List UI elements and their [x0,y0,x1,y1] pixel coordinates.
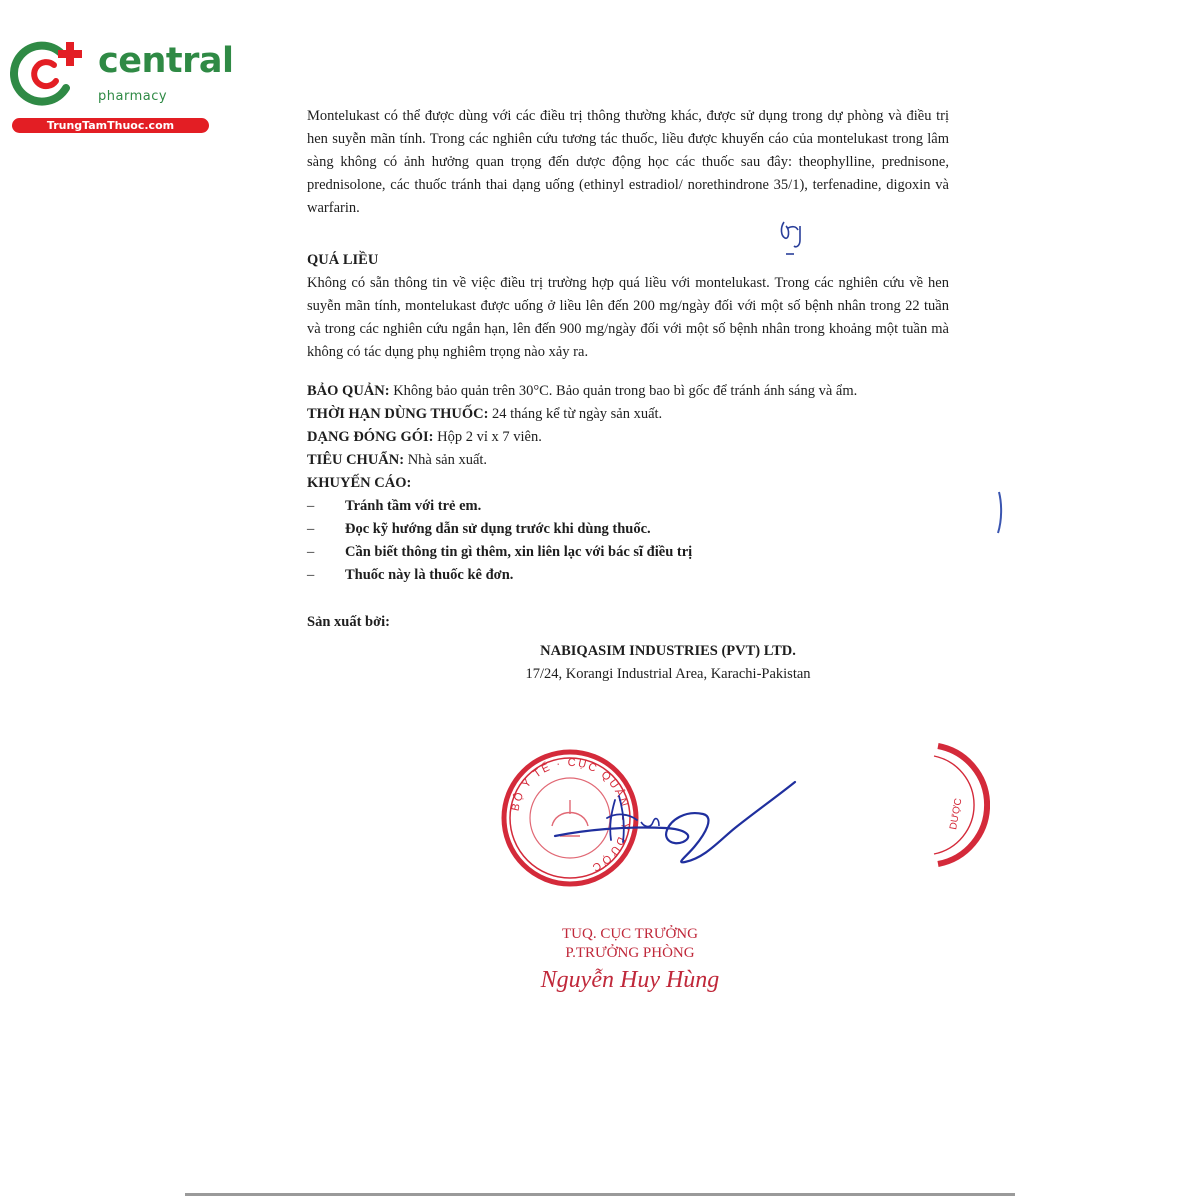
spec-label: TIÊU CHUẨN: [307,452,405,468]
spec-label: DẠNG ĐÓNG GÓI: [307,429,434,445]
list-item [307,495,949,518]
manufacturer-address: 17/24, Korangi Industrial Area, Karachi-Pakistan [525,666,811,682]
official-title-2: P.TRƯỞNG PHÒNG [565,945,695,961]
list-item [307,541,949,564]
pharmacy-cross-icon [10,38,88,108]
spec-value: Nhà sản xuất. [404,452,488,468]
warning-text: Đọc kỹ hướng dẫn sử dụng trước khi dùng thuốc. [345,521,651,537]
spec-value: 24 tháng kể từ ngày sản xuất. [488,406,663,422]
signatory-name: Nguyễn Huy Hùng [540,967,720,993]
manufacturer-name: NABIQASIM INDUSTRIES (PVT) LTD. [540,643,796,659]
logo-subtitle: pharmacy [98,89,168,104]
spec-value: Không bảo quản trên 30°C. Bảo quản trong bao bì gốc để tránh ánh sáng và ẩm. [389,383,858,399]
warning-text: Thuốc này là thuốc kê đơn. [345,567,514,583]
spec-label: BẢO QUẢN: [307,383,390,399]
logo-banner: TrungTamThuoc.com [12,118,209,133]
list-item [307,518,949,541]
seal-text: BỘ Y TẾ · CỤC QUẢN LÝ DƯỢC [509,756,632,875]
spec-list [307,380,949,472]
margin-ink-mark [994,490,1004,535]
dash-bullet: – [307,567,315,583]
overdose-heading: QUÁ LIỀU [307,252,379,268]
dash-bullet: – [307,521,315,537]
overdose-paragraph: Không có sẵn thông tin về việc điều trị trường hợp quá liều với montelukast. Trong các nghiên cứu về hen suyễn mãn tính, montelukast được uống ở liều lên đến 200 mg/ngày đối với một số bệnh nhân trong 22 tuần và trong các nghiên cứu ngắn hạn, lên đến 900 mg/ngày đối với một số bệnh nhân trong khoảng một tuần mà không có tác dụng phụ nghiêm trọng nào xảy ra. [307,275,949,360]
signature-scribble [545,770,805,870]
standard-line [307,449,949,472]
spec-label: THỜI HẠN DÙNG THUỐC: [307,406,489,422]
list-item [307,564,949,587]
warnings-heading: KHUYẾN CÁO: [307,475,412,491]
manufacturer-label: Sản xuất bởi: [307,614,390,630]
partial-seal-stamp [930,740,990,870]
partial-seal-text: DƯỢC [948,797,965,831]
page-bottom-edge [185,1193,1015,1196]
shelf-life-line [307,403,949,426]
central-pharmacy-logo [10,38,234,138]
spec-value: Hộp 2 vỉ x 7 viên. [433,429,542,445]
official-title-1: TUQ. CỤC TRƯỞNG [562,926,698,942]
dash-bullet: – [307,498,315,514]
document-body [307,105,949,686]
storage-line [307,380,949,403]
warning-text: Cần biết thông tin gì thêm, xin liên lạc với bác sĩ điều trị [345,544,693,560]
logo-wordmark: central [98,41,234,81]
interaction-paragraph: Montelukast có thể được dùng với các điều trị thông thường khác, được sử dụng trong dự phòng và điều trị hen suyễn mãn tính. Trong các nghiên cứu tương tác thuốc, liều được khuyến cáo của montelukast trong lâm sàng không có ảnh hưởng quan trọng đến dược động học các thuốc sau đây: theophylline, prednisone, prednisolone, các thuốc tránh thai dạng uống (ethinyl estradiol/ norethindrone 35/1), terfenadine, digoxin và warfarin. [307,108,949,216]
warning-text: Tránh tầm với trẻ em. [345,498,482,514]
signatory-block [510,925,750,994]
dash-bullet: – [307,544,315,560]
packaging-line [307,426,949,449]
warnings-list [307,495,949,587]
